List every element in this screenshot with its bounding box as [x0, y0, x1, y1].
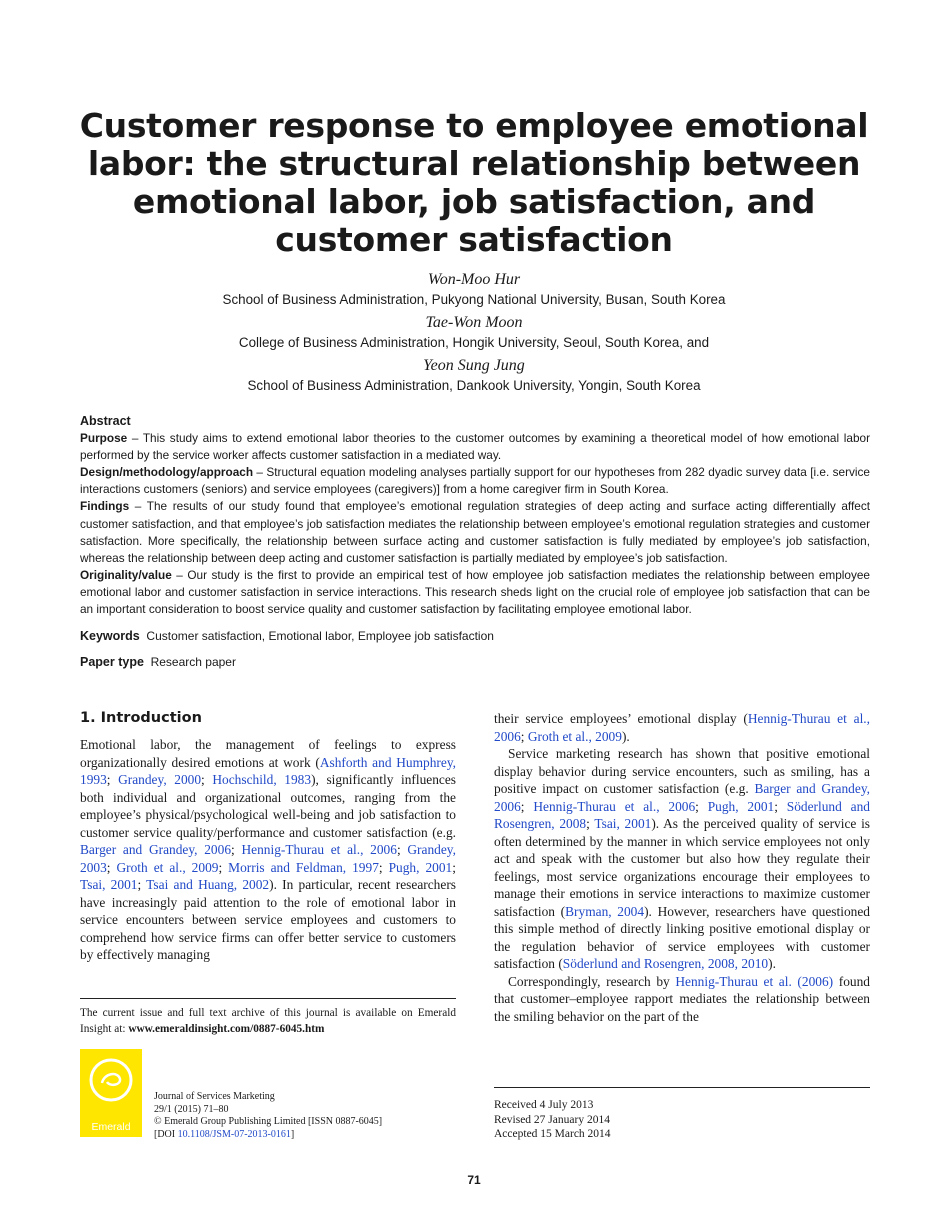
citation-link[interactable]: Tsai, 2001 — [594, 816, 652, 831]
author-affiliation: School of Business Administration, Dankook University, Yongin, South Korea — [247, 378, 701, 393]
citation-link[interactable]: Morris and Feldman, 1997 — [228, 859, 379, 875]
submission-dates — [494, 1098, 611, 1142]
left-column — [80, 736, 456, 964]
journal-url[interactable]: www.emeraldinsight.com/0887-6045.htm — [128, 1022, 325, 1035]
paper-title — [60, 107, 888, 259]
body-text: Correspondingly, research by — [508, 973, 676, 989]
abstract-label: Design/methodology/approach — [80, 465, 254, 480]
paper-type-label: Paper type — [80, 655, 144, 669]
title-line: emotional labor, job satisfaction, and — [132, 182, 816, 221]
body-text: ; — [201, 772, 213, 787]
body-text: ; — [218, 859, 229, 875]
citation-link[interactable]: Grandey, 2000 — [118, 772, 202, 787]
citation-link[interactable]: Tsai and Huang, 2002 — [146, 877, 270, 892]
received-date: Received 4 July 2013 — [494, 1099, 594, 1111]
keywords-label: Keywords — [80, 629, 140, 643]
journal-name: Journal of Services Marketing — [154, 1091, 275, 1102]
citation-link[interactable]: Ashforth and Humphrey, 1993 — [80, 754, 456, 787]
abstract-purpose — [80, 430, 870, 464]
page-number: 71 — [467, 1173, 481, 1187]
title-line: labor: the structural relationship between — [87, 144, 861, 183]
body-text: ; — [452, 859, 456, 875]
section-heading: 1. Introduction — [80, 710, 202, 726]
body-text: ). As the perceived quality of service is often determined by the manner in which service employees not only act and speak with the customer but also how they regulate their feelings, most service organizations encourage their employees to manage their emotions in service interactions to maximize customer satisfaction ( — [494, 816, 870, 919]
abstract-text: – The results of our study found that employee’s emotional regulation strategies of deep acting and surface acting differentially affect customer satisfaction, and that employee’s job satisfaction mediates the relationship between employee’s emotional regulation strategies and customer satisfaction. More specifically, the relationship between surface acting and customer satisfaction is fully mediated by employee’s job satisfaction, whereas the relationship between deep acting and customer satisfaction is partially mediated by employee’s job satisfaction. — [80, 499, 870, 565]
body-text: their service employees’ emotional display ( — [494, 711, 748, 726]
abstract-text: – Structural equation modeling analyses partially support for our hypotheses from 282 dyadic survey data [i.e. service interactions customers (seniors) and service employees (caregivers)] from a home caregiver firm in South Korea. — [80, 465, 870, 497]
paragraph — [494, 973, 870, 1026]
keywords — [80, 628, 494, 645]
citation-link[interactable]: Barger and Grandey, 2006 — [494, 781, 870, 814]
right-column — [494, 710, 870, 1025]
citation-link[interactable]: Söderlund and Rosengren, 2008, 2010 — [562, 956, 769, 971]
citation-link[interactable]: Pugh, 2001 — [388, 859, 453, 875]
citation-link[interactable]: Hochschild, 1983 — [212, 772, 312, 787]
logo-text: Emerald — [91, 1121, 131, 1133]
emerald-swirl-icon — [80, 1049, 142, 1119]
author-affiliation: College of Business Administration, Hongik University, Seoul, South Korea, and — [238, 335, 710, 350]
author-name: Tae-Won Moon — [425, 314, 523, 331]
body-text: ; — [396, 842, 408, 857]
citation-link[interactable]: Hennig-Thurau et al. (2006) — [675, 973, 834, 989]
title-line: customer satisfaction — [275, 220, 673, 259]
abstract-label: Findings — [80, 499, 130, 514]
journal-doi — [154, 1129, 382, 1142]
citation-link[interactable]: Groth et al., 2009 — [527, 728, 622, 744]
paragraph — [494, 710, 870, 745]
keywords-value: Customer satisfaction, Emotional labor, Employee job satisfaction — [146, 629, 494, 643]
body-text: ; — [106, 859, 117, 875]
body-text: ). — [621, 728, 630, 744]
citation-link[interactable]: Pugh, 2001 — [707, 798, 775, 814]
author-affiliation: School of Business Administration, Pukyong National University, Busan, South Korea — [222, 292, 726, 307]
title-line: Customer response to employee emotional — [79, 106, 869, 145]
body-text: Emotional labor, the management of feelings to express organizationally desired emotions at work ( — [80, 737, 456, 770]
body-text: ; — [774, 798, 787, 814]
citation-link[interactable]: Hennig-Thurau et al., 2006 — [494, 711, 870, 744]
body-text: ; — [378, 859, 389, 875]
body-text: ; — [231, 842, 242, 857]
body-text: ; — [695, 798, 708, 814]
body-text: ), significantly influences both individual and organizational outcomes, ranging from the employee’s physical/psychological well-being and job satisfaction to customer service quality/performance and customer satisfaction (e.g. — [80, 772, 456, 840]
abstract-findings — [80, 498, 870, 566]
journal-info — [154, 1091, 382, 1141]
footnote-divider — [80, 998, 456, 999]
body-text: ; — [106, 772, 119, 787]
author-name: Yeon Sung Jung — [423, 357, 525, 374]
body-text: ; — [137, 877, 147, 892]
abstract-text: – Our study is the first to provide an empirical test of how employee job satisfaction mediates the relationship between employee emotional labor and customer satisfaction in service interactions. This research sheds light on the crucial role of employee job satisfaction that can be an important consideration to boost service quality and customer satisfaction by facilitating employee emotional labor. — [80, 567, 870, 617]
paragraph — [494, 745, 870, 973]
body-text: ). In particular, recent researchers have increasingly paid attention to the role of emotional labor in service encounters between service employees and customers to comprehend how service firms can offer better service to customers by effectively managing — [80, 877, 456, 962]
abstract — [80, 413, 870, 618]
citation-link[interactable]: Groth et al., 2009 — [116, 859, 219, 875]
footnote-text: The current issue and full text archive of this journal is available on Emerald Insight at: — [80, 1007, 456, 1035]
body-text: ; — [586, 816, 595, 831]
abstract-text: – This study aims to extend emotional labor theories to the customer outcomes by examining a theoretical model of how emotional labor performed by the service worker affects customer satisfaction in a mediated way. — [80, 431, 870, 463]
dates-divider — [494, 1087, 870, 1088]
body-text: ). However, researchers have questioned this simple method of directly linking positive emotional display or the regulation behavior of service employees with customer satisfaction ( — [494, 903, 870, 971]
paragraph — [80, 736, 456, 964]
body-text: ; — [520, 798, 534, 814]
body-text: ; — [520, 728, 528, 744]
citation-link[interactable]: Hennig-Thurau et al., 2006 — [241, 842, 397, 857]
body-text: ). — [768, 956, 776, 971]
doi-suffix: ] — [290, 1128, 295, 1140]
citation-link[interactable]: Bryman, 2004 — [565, 903, 645, 919]
revised-date: Revised 27 January 2014 — [494, 1113, 610, 1126]
author-name: Won-Moo Hur — [427, 271, 521, 288]
abstract-design — [80, 464, 870, 498]
abstract-originality — [80, 567, 870, 618]
body-text: Service marketing research has shown that positive emotional display behavior during service encounters, such as smiling, has a positive impact on customer satisfaction (e.g. — [494, 746, 870, 796]
footnote — [80, 1006, 456, 1037]
doi-prefix: [DOI — [154, 1128, 178, 1140]
abstract-label: Originality/value — [80, 567, 172, 582]
body-text: found that customer–employee rapport mediates the relationship between the smiling behavior on the part of the — [494, 973, 871, 1024]
accepted-date: Accepted 15 March 2014 — [494, 1128, 611, 1140]
journal-volume: 29/1 (2015) 71–80 — [154, 1103, 229, 1115]
citation-link[interactable]: Söderlund and Rosengren, 2008 — [494, 798, 870, 831]
citation-link[interactable]: Barger and Grandey, 2006 — [80, 842, 232, 857]
citation-link[interactable]: Grandey, 2003 — [80, 842, 456, 875]
abstract-heading: Abstract — [80, 414, 131, 428]
journal-publisher: © Emerald Group Publishing Limited [ISSN 0887-6045] — [154, 1116, 383, 1128]
citation-link[interactable]: Tsai, 2001 — [80, 877, 138, 892]
paper-type — [80, 654, 236, 671]
doi-link[interactable]: 10.1108/JSM-07-2013-0161 — [177, 1128, 291, 1140]
paper-type-value: Research paper — [150, 655, 236, 669]
citation-link[interactable]: Hennig-Thurau et al., 2006 — [533, 798, 696, 814]
abstract-label: Purpose — [80, 431, 128, 446]
emerald-logo — [80, 1049, 142, 1137]
